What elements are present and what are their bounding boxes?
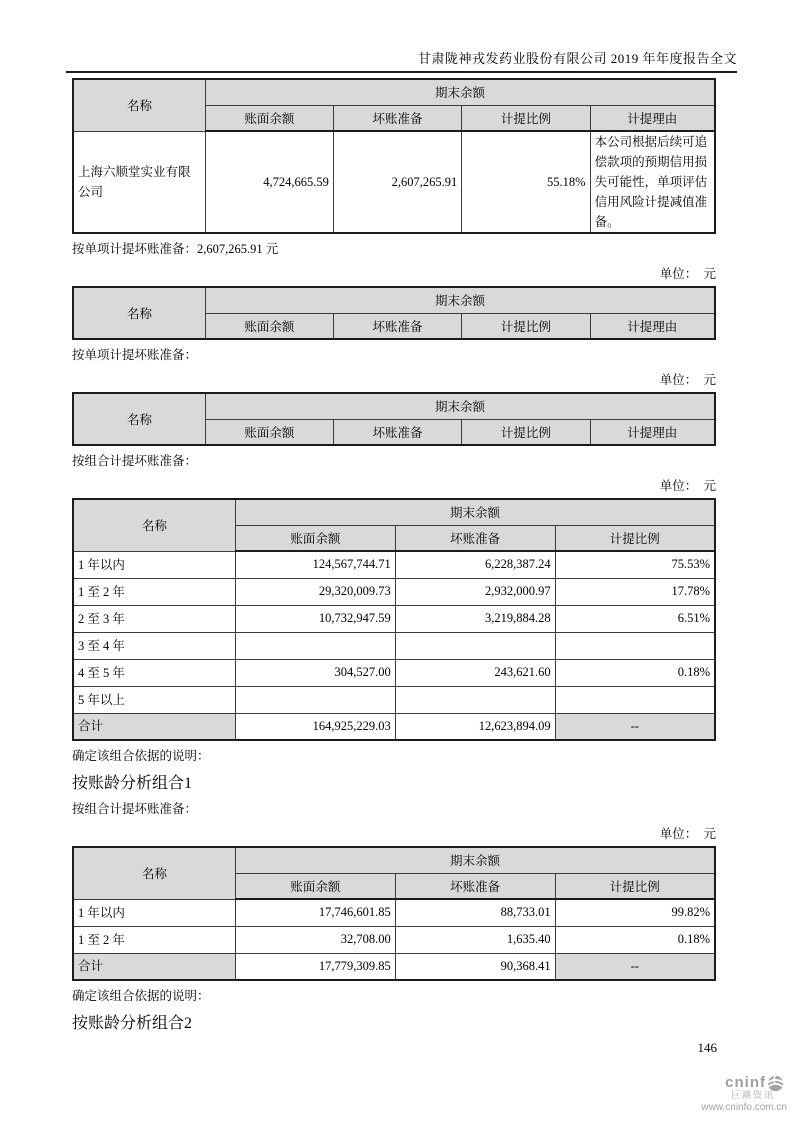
group-header-row	[73, 287, 715, 313]
cell-bad-debt-provision: 3,219,884.28	[395, 605, 555, 632]
cell-name: 2 至 3 年	[73, 605, 235, 632]
single-item-provision-table-1	[72, 78, 716, 234]
cell-bad-debt-provision: 243,621.60	[395, 659, 555, 686]
cell-book-balance: 10,732,947.59	[235, 605, 395, 632]
table-row	[73, 578, 715, 605]
cell-provision-ratio: 17.78%	[555, 578, 715, 605]
group-header-row	[73, 393, 715, 419]
header-ending-balance: 期末余额	[206, 287, 715, 313]
cell-name: 5 年以上	[73, 686, 235, 713]
cell-name: 1 年以内	[73, 551, 235, 578]
header-name: 名称	[73, 499, 235, 551]
header-bad-debt-provision: 坏账准备	[333, 105, 461, 131]
header-provision-ratio: 计提比例	[555, 525, 715, 551]
cell-provision-ratio: 75.53%	[555, 551, 715, 578]
cell-name: 3 至 4 年	[73, 632, 235, 659]
header-rule	[66, 71, 737, 73]
header-book-balance: 账面余额	[206, 313, 334, 339]
cell-bad-debt-provision: 1,635.40	[395, 926, 555, 953]
header-provision-ratio: 计提比例	[462, 105, 590, 131]
cell-bad-debt-provision: 90,368.41	[395, 953, 555, 980]
cell-bad-debt-provision: 12,623,894.09	[395, 713, 555, 740]
cell-book-balance	[235, 686, 395, 713]
aging-analysis-table-1	[72, 498, 716, 741]
header-bad-debt-provision: 坏账准备	[395, 525, 555, 551]
cninfo-logo-url: www.cninfo.com.cn	[701, 1102, 787, 1113]
cell-name: 上海六顺堂实业有限公司	[73, 131, 206, 233]
unit-label: 单位： 元	[659, 373, 716, 387]
header-provision-ratio: 计提比例	[462, 313, 590, 339]
header-book-balance: 账面余额	[206, 105, 334, 131]
header-bad-debt-provision: 坏账准备	[333, 419, 461, 445]
header-provision-reason: 计提理由	[590, 419, 715, 445]
cell-book-balance: 17,746,601.85	[235, 899, 395, 926]
cell-bad-debt-provision: 88,733.01	[395, 899, 555, 926]
cell-total-label: 合计	[73, 953, 235, 980]
total-row	[73, 953, 715, 980]
header-name: 名称	[73, 847, 235, 899]
cell-name: 4 至 5 年	[73, 659, 235, 686]
unit-label: 单位： 元	[659, 267, 716, 281]
cell-name: 1 年以内	[73, 899, 235, 926]
cninfo-logo-text: cninf	[725, 1074, 766, 1092]
table-row	[73, 899, 715, 926]
single-item-provision-table-2	[72, 286, 716, 340]
total-row	[73, 713, 715, 740]
cell-total-label: 合计	[73, 713, 235, 740]
header-name: 名称	[73, 79, 206, 131]
table-row	[73, 659, 715, 686]
cell-bad-debt-provision: 6,228,387.24	[395, 551, 555, 578]
aging-group-2-heading: 按账龄分析组合2	[72, 1015, 193, 1032]
header-provision-ratio: 计提比例	[462, 419, 590, 445]
cell-provision-ratio: --	[555, 713, 715, 740]
group-provision-note: 按组合计提坏账准备：	[72, 454, 198, 468]
single-item-provision-table-3	[72, 392, 716, 446]
cninfo-logo-cn-name: 巨潮资讯	[730, 1090, 775, 1101]
table-row	[73, 131, 715, 233]
aging-group-1-heading: 按账龄分析组合1	[72, 775, 193, 792]
cell-bad-debt-provision: 2,932,000.97	[395, 578, 555, 605]
cell-bad-debt-provision	[395, 632, 555, 659]
header-ending-balance: 期末余额	[206, 393, 715, 419]
single-item-provision-note: 按单项计提坏账准备：	[72, 348, 198, 362]
cell-book-balance: 304,527.00	[235, 659, 395, 686]
cell-book-balance: 32,708.00	[235, 926, 395, 953]
group-header-row	[73, 499, 715, 525]
table-row	[73, 686, 715, 713]
table-row	[73, 551, 715, 578]
header-name: 名称	[73, 287, 206, 339]
unit-label: 单位： 元	[659, 827, 716, 841]
cell-provision-ratio: --	[555, 953, 715, 980]
cell-provision-ratio: 0.18%	[555, 926, 715, 953]
header-book-balance: 账面余额	[235, 525, 395, 551]
single-item-provision-note-with-value: 按单项计提坏账准备：2,607,265.91 元	[72, 242, 279, 256]
group-basis-note: 确定该组合依据的说明：	[72, 989, 210, 1003]
header-ending-balance: 期末余额	[235, 847, 715, 873]
aging-analysis-table-2	[72, 846, 716, 981]
table-row	[73, 605, 715, 632]
cell-bad-debt-provision	[395, 686, 555, 713]
header-ending-balance: 期末余额	[206, 79, 715, 105]
group-header-row	[73, 847, 715, 873]
header-book-balance: 账面余额	[235, 873, 395, 899]
cell-provision-ratio: 55.18%	[462, 131, 590, 233]
header-bad-debt-provision: 坏账准备	[395, 873, 555, 899]
table-row	[73, 926, 715, 953]
report-title: 甘肃陇神戎发药业股份有限公司 2019 年年度报告全文	[417, 51, 737, 66]
page-content	[72, 75, 716, 1034]
cell-book-balance: 17,779,309.85	[235, 953, 395, 980]
cell-provision-ratio	[555, 632, 715, 659]
cell-name: 1 至 2 年	[73, 578, 235, 605]
header-provision-reason: 计提理由	[590, 313, 715, 339]
header-provision-ratio: 计提比例	[555, 873, 715, 899]
cell-book-balance: 164,925,229.03	[235, 713, 395, 740]
cell-name: 1 至 2 年	[73, 926, 235, 953]
unit-label: 单位： 元	[659, 479, 716, 493]
header-name: 名称	[73, 393, 206, 445]
group-header-row	[73, 79, 715, 105]
cell-provision-reason: 本公司根据后续可追偿款项的预期信用损失可能性，单项评估信用风险计提减值准备。	[590, 131, 715, 233]
table-row	[73, 632, 715, 659]
cell-provision-ratio	[555, 686, 715, 713]
page-number: 146	[697, 1040, 717, 1055]
header-ending-balance: 期末余额	[235, 499, 715, 525]
header-provision-reason: 计提理由	[590, 105, 715, 131]
cell-bad-debt-provision: 2,607,265.91	[333, 131, 461, 233]
cell-book-balance	[235, 632, 395, 659]
header-book-balance: 账面余额	[206, 419, 334, 445]
cell-book-balance: 29,320,009.73	[235, 578, 395, 605]
group-provision-note: 按组合计提坏账准备：	[72, 802, 198, 816]
header-bad-debt-provision: 坏账准备	[333, 313, 461, 339]
cell-book-balance: 4,724,665.59	[206, 131, 334, 233]
cell-provision-ratio: 99.82%	[555, 899, 715, 926]
cell-provision-ratio: 0.18%	[555, 659, 715, 686]
cninfo-logo	[688, 1075, 788, 1113]
cell-provision-ratio: 6.51%	[555, 605, 715, 632]
page-header	[66, 0, 737, 73]
group-basis-note: 确定该组合依据的说明：	[72, 749, 210, 763]
cell-book-balance: 124,567,744.71	[235, 551, 395, 578]
